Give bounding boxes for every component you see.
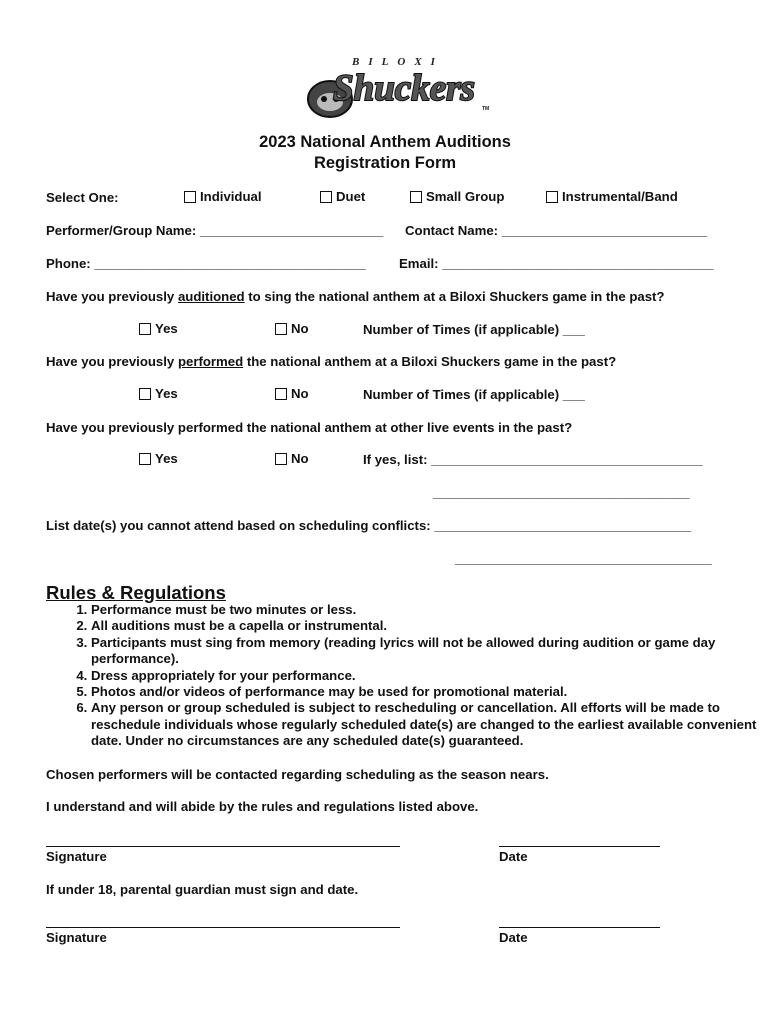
- guardian-date-line[interactable]: [499, 927, 660, 928]
- biloxi-shuckers-logo: [300, 50, 490, 124]
- duet-checkbox[interactable]: [320, 191, 332, 203]
- rule-item: 5. Photos and/or videos of performance may be used for promotional material.: [91, 684, 770, 700]
- guardian-date-label: Date: [499, 930, 528, 945]
- option-duet[interactable]: Duet: [320, 189, 365, 204]
- rule-item: 6. Any person or group scheduled is subject to rescheduling or cancellation. All efforts will be made to reschedule individuals whose regularly scheduled date(s) are changed to the earliest available convenient date. Under no circumstances are any scheduled date(s) guaranteed.: [91, 700, 770, 749]
- q2-times-field[interactable]: Number of Times (if applicable) ___: [363, 387, 585, 402]
- rule-item: 2. All auditions must be a capella or instrumental.: [91, 618, 770, 634]
- q1-no-checkbox[interactable]: [275, 323, 287, 335]
- conflicts-field[interactable]: List date(s) you cannot attend based on scheduling conflicts: ___________________________________: [46, 518, 692, 533]
- option-instrumental-band[interactable]: Instrumental/Band: [546, 189, 678, 204]
- q2-yes-option[interactable]: Yes: [139, 386, 178, 401]
- q3-yes-checkbox[interactable]: [139, 453, 151, 465]
- q3-no-option[interactable]: No: [275, 451, 309, 466]
- q1-yes-option[interactable]: Yes: [139, 321, 178, 336]
- date-label: Date: [499, 849, 528, 864]
- form-subtitle: Registration Form: [313, 154, 457, 172]
- contacted-note: Chosen performers will be contacted regarding scheduling as the season nears.: [46, 767, 549, 782]
- guardian-signature-line[interactable]: [46, 927, 400, 928]
- guardian-note: If under 18, parental guardian must sign and date.: [46, 882, 359, 897]
- small-group-checkbox[interactable]: [410, 191, 422, 203]
- q3-no-checkbox[interactable]: [275, 453, 287, 465]
- select-one-label: Select One:: [46, 190, 119, 205]
- logo-main-text: Shuckers: [333, 68, 475, 109]
- rules-heading: Rules & Regulations: [46, 582, 226, 603]
- signature-label: Signature: [46, 849, 107, 864]
- instrumental-band-checkbox[interactable]: [546, 191, 558, 203]
- question-auditioned: Have you previously auditioned to sing the national anthem at a Biloxi Shuckers game in the past?: [46, 289, 665, 304]
- rule-item: 4. Dress appropriately for your performance.: [91, 668, 770, 684]
- q2-no-option[interactable]: No: [275, 386, 309, 401]
- q1-yes-checkbox[interactable]: [139, 323, 151, 335]
- rule-item: 3. Participants must sing from memory (reading lyrics will not be allowed during audition or game day performance).: [91, 635, 770, 668]
- rules-list: [46, 602, 770, 750]
- q2-no-checkbox[interactable]: [275, 388, 287, 400]
- agreement-statement: I understand and will abide by the rules and regulations listed above.: [46, 799, 479, 814]
- conflicts-continued[interactable]: ___________________________________: [455, 551, 712, 566]
- q2-yes-checkbox[interactable]: [139, 388, 151, 400]
- option-small-group[interactable]: Small Group: [410, 189, 504, 204]
- q1-times-field[interactable]: Number of Times (if applicable) ___: [363, 322, 585, 337]
- performer-name-field[interactable]: Performer/Group Name: _________________________: [46, 223, 384, 238]
- q3-yes-option[interactable]: Yes: [139, 451, 178, 466]
- rule-item: 1. Performance must be two minutes or less.: [91, 602, 770, 618]
- q1-no-option[interactable]: No: [275, 321, 309, 336]
- question-performed: Have you previously performed the national anthem at a Biloxi Shuckers game in the past?: [46, 354, 617, 369]
- individual-checkbox[interactable]: [184, 191, 196, 203]
- date-line[interactable]: [499, 846, 660, 847]
- contact-name-field[interactable]: Contact Name: ____________________________: [405, 223, 708, 238]
- logo-trademark: TM: [482, 106, 490, 112]
- guardian-signature-label: Signature: [46, 930, 107, 945]
- events-list-continued[interactable]: ___________________________________: [433, 485, 690, 500]
- events-list-field[interactable]: If yes, list: _____________________________________: [363, 452, 703, 467]
- signature-line[interactable]: [46, 846, 400, 847]
- option-individual[interactable]: Individual: [184, 189, 262, 204]
- form-title: 2023 National Anthem Auditions: [259, 133, 511, 151]
- phone-field[interactable]: Phone: _____________________________________: [46, 256, 366, 271]
- question-other-events: Have you previously performed the national anthem at other live events in the past?: [46, 420, 573, 435]
- email-field[interactable]: Email: _____________________________________: [399, 256, 714, 271]
- logo-top-text: BILOXI: [352, 56, 444, 68]
